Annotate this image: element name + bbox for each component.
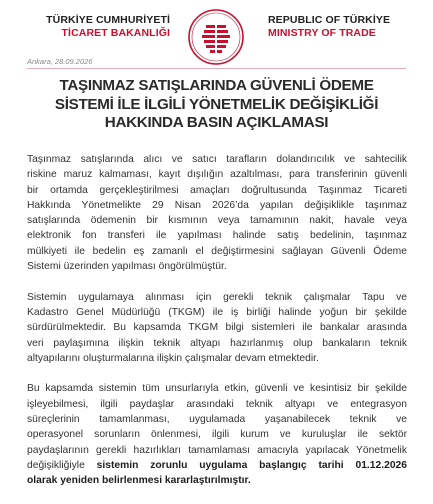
- header-divider: [27, 68, 406, 69]
- paragraph-line: Hakkında Yönetmelikte 29 Nisan 2026’da yapılan değişiklikle taşınmaz: [27, 199, 407, 211]
- org-en-line2: MINISTRY OF TRADE: [268, 27, 376, 39]
- paragraph-2: [27, 290, 407, 366]
- paragraph-line: Sistemi üzerinden yapılması öngörülmüştür.: [27, 261, 227, 273]
- title-line-2: SİSTEMİ İLE İLGİLİ YÖNETMELİK DEĞİŞİKLİĞİ: [54, 95, 379, 113]
- paragraph-line: elektronik fon transferi ile yapılması halinde satış bedelinin, taşınmaz: [27, 230, 407, 242]
- ministry-emblem-icon: [187, 8, 245, 66]
- org-tr-line2: TİCARET BAKANLIĞI: [61, 27, 170, 39]
- line-normal-text: değişikliğiyle: [27, 459, 97, 471]
- paragraph-line: Bu kapsamda sistemin tüm unsurlarıyla etkin, güvenli ve kesintisiz bir şekilde: [27, 383, 407, 395]
- paragraph-line: operasyonel sorunların önlenmesi, ilgili kurum ve kuruluşlar ile sektör: [27, 429, 407, 441]
- title-line-1: TAŞINMAZ SATIŞLARINDA GÜVENLİ ÖDEME: [59, 77, 374, 94]
- paragraph-line: altyapılarını oluşturmalarına ilişkin çalışmalar devam etmektedir.: [27, 352, 319, 364]
- letterhead: [0, 12, 433, 48]
- paragraph-line: mülkiyeti ile bedelin eş zamanlı el değiştirmesini sağlayan Güvenli Ödeme: [27, 245, 407, 257]
- paragraph-line: sürdürülmektedir. Bu kapsamda TKGM bilgi sistemleri ile bankalar arasında: [27, 322, 407, 334]
- press-release-body: [27, 152, 407, 504]
- org-name-turkish: [46, 14, 170, 40]
- paragraph-line: işleyebilmesi, ilgili paydaşlar arasındaki teknik altyapı ve entegrasyon: [27, 398, 407, 410]
- org-en-line1: REPUBLIC OF TÜRKİYE: [268, 14, 391, 26]
- paragraph-line: bir ortamda gerçekleştirilmesi amaçları doğrultusunda Taşınmaz Ticareti: [27, 184, 407, 196]
- paragraph-line: paydaşlarının gerekli hazırlıkları tamamlaması amacıyla yapılacak Yönetmelik: [27, 444, 407, 456]
- press-date: Ankara, 28.09.2026: [27, 57, 93, 66]
- paragraph-line: Kadastro Genel Müdürlüğü (TKGM) ile iş birliği halinde yoğun bir şekilde: [27, 306, 407, 318]
- press-release-title: [0, 77, 433, 133]
- deadline-highlight-cont: olarak yeniden belirlenmesi kararlaştırılmıştır.: [27, 475, 251, 487]
- paragraph-line: Sistemin uygulamaya alınması için gerekli teknik çalışmalar Tapu ve: [27, 291, 407, 303]
- org-tr-line1: TÜRKİYE CUMHURİYETİ: [46, 14, 170, 26]
- paragraph-line: veri paylaşımına ilişkin teknik altyapı hazırlanmış olup bankaların teknik: [27, 337, 407, 349]
- paragraph-line: [27, 458, 407, 473]
- paragraph-3: [27, 381, 407, 488]
- paragraph-line: [27, 473, 407, 488]
- paragraph-1: [27, 152, 407, 274]
- paragraph-line: riskine maruz kalmaması, kayıt dışılığın azaltılması, para transferinin güvenli: [27, 169, 407, 181]
- paragraph-line: süreçlerinin tamamlanması, uygulamada yaşanabilecek teknik ve: [27, 414, 407, 426]
- paragraph-line: satışlarında ödemenin bir kısmının veya tamamının nakit, havale veya: [27, 215, 407, 227]
- org-name-english: [268, 14, 390, 40]
- title-line-3: HAKKINDA BASIN AÇIKLAMASI: [104, 114, 329, 131]
- paragraph-line: Taşınmaz satışlarında alıcı ve satıcı tarafların dolandırıcılık ve sahtecilik: [27, 154, 407, 165]
- deadline-highlight: sistemin zorunlu uygulama başlangıç tarihi 01.12.2026: [96, 459, 407, 471]
